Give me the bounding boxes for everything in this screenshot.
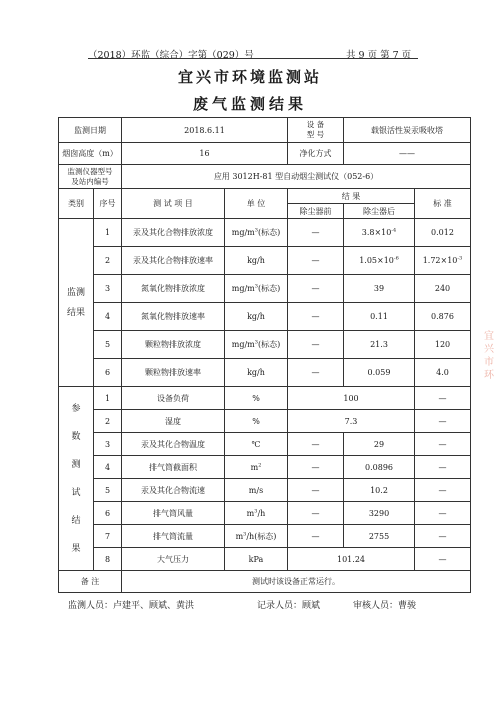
row-seq: 3 <box>94 275 122 303</box>
row-standard <box>415 219 471 247</box>
table-row <box>59 456 471 479</box>
table-row <box>59 548 471 571</box>
unit-suffix: /h(标态) <box>246 531 277 541</box>
row-after <box>344 219 415 247</box>
row-standard <box>415 275 471 303</box>
row-seq: 6 <box>94 359 122 387</box>
table-row <box>59 525 471 548</box>
row-standard: — <box>415 387 471 410</box>
unit-suffix: (标态) <box>257 284 281 293</box>
value-text: 120 <box>434 340 451 349</box>
row-item: 氮氧化物排放速率 <box>122 303 225 331</box>
superscript: -6 <box>393 255 399 262</box>
equipment-model-value: 载银活性炭汞吸收塔 <box>344 118 471 143</box>
value-text: m <box>235 531 244 541</box>
superscript: 3 <box>254 283 258 290</box>
row-after: 2755 <box>344 525 415 548</box>
monitoring-table <box>58 117 471 593</box>
value-text: 0.876 <box>431 312 454 321</box>
row-standard: — <box>415 502 471 525</box>
row-unit <box>225 433 288 456</box>
value-text: % <box>252 393 260 403</box>
row-seq: 5 <box>94 479 122 502</box>
row-unit <box>225 525 288 548</box>
value-text: m/s <box>248 485 264 495</box>
row-item: 大气压力 <box>122 548 225 571</box>
row-after: 0.0896 <box>344 456 415 479</box>
value-text: mg/m <box>231 228 255 237</box>
value-text: m <box>250 462 259 472</box>
row-unit <box>225 410 288 433</box>
row-unit <box>225 456 288 479</box>
row-after <box>344 275 415 303</box>
superscript: 3 <box>254 227 258 234</box>
row-item: 汞及其化合物流速 <box>122 479 225 502</box>
row-unit <box>225 331 288 359</box>
value-text: 0.11 <box>370 312 388 321</box>
row-before: — <box>288 502 344 525</box>
row-item: 颗粒物排放速率 <box>122 359 225 387</box>
row-unit <box>225 275 288 303</box>
superscript: 3 <box>254 339 258 346</box>
row-standard <box>415 247 471 275</box>
table-row <box>59 359 471 387</box>
row-after <box>344 359 415 387</box>
value-text: 1.72×10 <box>422 256 458 265</box>
row-unit <box>225 548 288 571</box>
col-before: 除尘器前 <box>288 204 344 219</box>
row-unit <box>225 247 288 275</box>
table-row <box>59 275 471 303</box>
recorder: 记录人员：顾斌 <box>257 601 321 611</box>
row-result-merged: 101.24 <box>288 548 415 571</box>
value-text: kPa <box>248 554 264 564</box>
row-before: — <box>288 456 344 479</box>
col-category: 类别 <box>59 189 94 219</box>
row-after <box>344 331 415 359</box>
row-standard <box>415 331 471 359</box>
report-title: 废气监测结果 <box>192 95 307 113</box>
row-seq: 6 <box>94 502 122 525</box>
row-standard: — <box>415 525 471 548</box>
col-standard: 标 准 <box>415 189 471 219</box>
remarks-text: 测试时该设备正常运行。 <box>122 571 471 593</box>
row-seq: 1 <box>94 387 122 410</box>
table-row <box>59 433 471 456</box>
row-item: 汞及其化合物排放速率 <box>122 247 225 275</box>
row-seq: 2 <box>94 410 122 433</box>
stack-height-value: 16 <box>122 143 288 165</box>
value-text: 39 <box>373 284 385 293</box>
row-before: — <box>288 247 344 275</box>
superscript: 3 <box>243 530 247 537</box>
row-before: — <box>288 275 344 303</box>
row-before: — <box>288 525 344 548</box>
value-text: % <box>252 416 260 426</box>
superscript: -3 <box>457 255 463 262</box>
row-standard <box>415 303 471 331</box>
value-text: 1.05×10 <box>359 256 394 265</box>
col-unit: 单 位 <box>225 189 288 219</box>
row-seq: 1 <box>94 219 122 247</box>
instrument-value: 应用 3012H-81 型自动烟尘测试仪（052-6） <box>122 165 471 189</box>
row-standard <box>415 359 471 387</box>
unit-suffix: /h <box>257 508 266 518</box>
station-title: 宜兴市环境监测站 <box>177 68 322 86</box>
col-result: 结 果 <box>288 189 415 204</box>
row-standard: — <box>415 433 471 456</box>
reviewer: 审核人员：曹骏 <box>353 601 417 611</box>
value-text: mg/m <box>231 284 255 293</box>
row-seq: 5 <box>94 331 122 359</box>
row-item: 排气筒风量 <box>122 502 225 525</box>
row-item: 汞及其化合物排放浓度 <box>122 219 225 247</box>
row-unit <box>225 359 288 387</box>
row-seq: 7 <box>94 525 122 548</box>
row-seq: 8 <box>94 548 122 571</box>
document-number: （2018）环监（综合）字第（029）号 <box>88 50 254 61</box>
header-rule <box>88 58 418 59</box>
value-text: 4.0 <box>436 368 449 377</box>
row-unit <box>225 479 288 502</box>
row-before: — <box>288 433 344 456</box>
row-standard: — <box>415 456 471 479</box>
row-item: 排气筒截面积 <box>122 456 225 479</box>
row-item: 氮氧化物排放浓度 <box>122 275 225 303</box>
row-unit <box>225 387 288 410</box>
col-after: 除尘器后 <box>344 204 415 219</box>
testers: 监测人员：卢建平、顾斌、黄洪 <box>68 601 195 611</box>
table-row <box>59 219 471 247</box>
row-item: 设备负荷 <box>122 387 225 410</box>
table-row <box>59 410 471 433</box>
page-counter: 共 9 页 第 7 页 <box>346 50 412 61</box>
unit-suffix: (标态) <box>257 228 281 237</box>
row-seq: 4 <box>94 456 122 479</box>
row-seq: 4 <box>94 303 122 331</box>
row-seq: 3 <box>94 433 122 456</box>
col-seq: 序号 <box>94 189 122 219</box>
value-text: m <box>246 508 255 518</box>
value-text: 0.059 <box>367 368 391 377</box>
instrument-label: 监测仪器型号 及站内编号 <box>59 165 122 189</box>
table-row <box>59 502 471 525</box>
table-row <box>59 303 471 331</box>
remarks-label: 备 注 <box>59 571 122 593</box>
row-after: 3290 <box>344 502 415 525</box>
value-text: kg/h <box>247 312 265 321</box>
row-before: — <box>288 359 344 387</box>
row-standard: — <box>415 548 471 571</box>
value-text: mg/m <box>231 340 255 349</box>
remarks-row <box>59 571 471 593</box>
col-item: 测 试 项 目 <box>122 189 225 219</box>
table-row <box>59 387 471 410</box>
row-item: 排气筒流量 <box>122 525 225 548</box>
row-item: 汞及其化合物温度 <box>122 433 225 456</box>
row-before: — <box>288 303 344 331</box>
value-text: kg/h <box>247 256 265 265</box>
value-text: 21.3 <box>370 340 388 349</box>
purification-label: 净化方式 <box>288 143 344 165</box>
row-before: — <box>288 479 344 502</box>
superscript: -4 <box>391 227 397 234</box>
value-text: 240 <box>434 284 451 293</box>
row-result-merged: 7.3 <box>288 410 415 433</box>
equipment-model-label: 设 备 型 号 <box>288 118 344 143</box>
group-parameters-label: 参 数 测 试 结 果 <box>59 387 94 571</box>
value-text: 3.8×10 <box>361 228 392 237</box>
table-row <box>59 247 471 275</box>
row-after: 29 <box>344 433 415 456</box>
row-unit <box>225 303 288 331</box>
superscript: 3 <box>254 507 258 514</box>
date-value: 2018.6.11 <box>122 118 288 143</box>
table-row <box>59 331 471 359</box>
superscript: 2 <box>258 461 262 468</box>
value-text: kg/h <box>247 368 265 377</box>
unit-suffix: (标态) <box>257 340 281 349</box>
group-monitoring-label: 监测 结果 <box>59 219 94 387</box>
row-after <box>344 303 415 331</box>
row-standard: — <box>415 479 471 502</box>
table-row <box>59 479 471 502</box>
value-text: 0.012 <box>431 228 454 237</box>
row-seq: 2 <box>94 247 122 275</box>
row-after <box>344 247 415 275</box>
row-item: 湿度 <box>122 410 225 433</box>
purification-value: —— <box>344 143 471 165</box>
row-item: 颗粒物排放浓度 <box>122 331 225 359</box>
stack-height-label: 烟囱高度（m） <box>59 143 122 165</box>
value-text: ℃ <box>251 439 261 449</box>
row-unit <box>225 219 288 247</box>
seal-stamp: 宜 兴 市 环 <box>484 331 494 381</box>
row-standard: — <box>415 410 471 433</box>
row-before: — <box>288 331 344 359</box>
date-label: 监测日期 <box>59 118 122 143</box>
row-after: 10.2 <box>344 479 415 502</box>
row-before: — <box>288 219 344 247</box>
row-unit <box>225 502 288 525</box>
row-result-merged: 100 <box>288 387 415 410</box>
